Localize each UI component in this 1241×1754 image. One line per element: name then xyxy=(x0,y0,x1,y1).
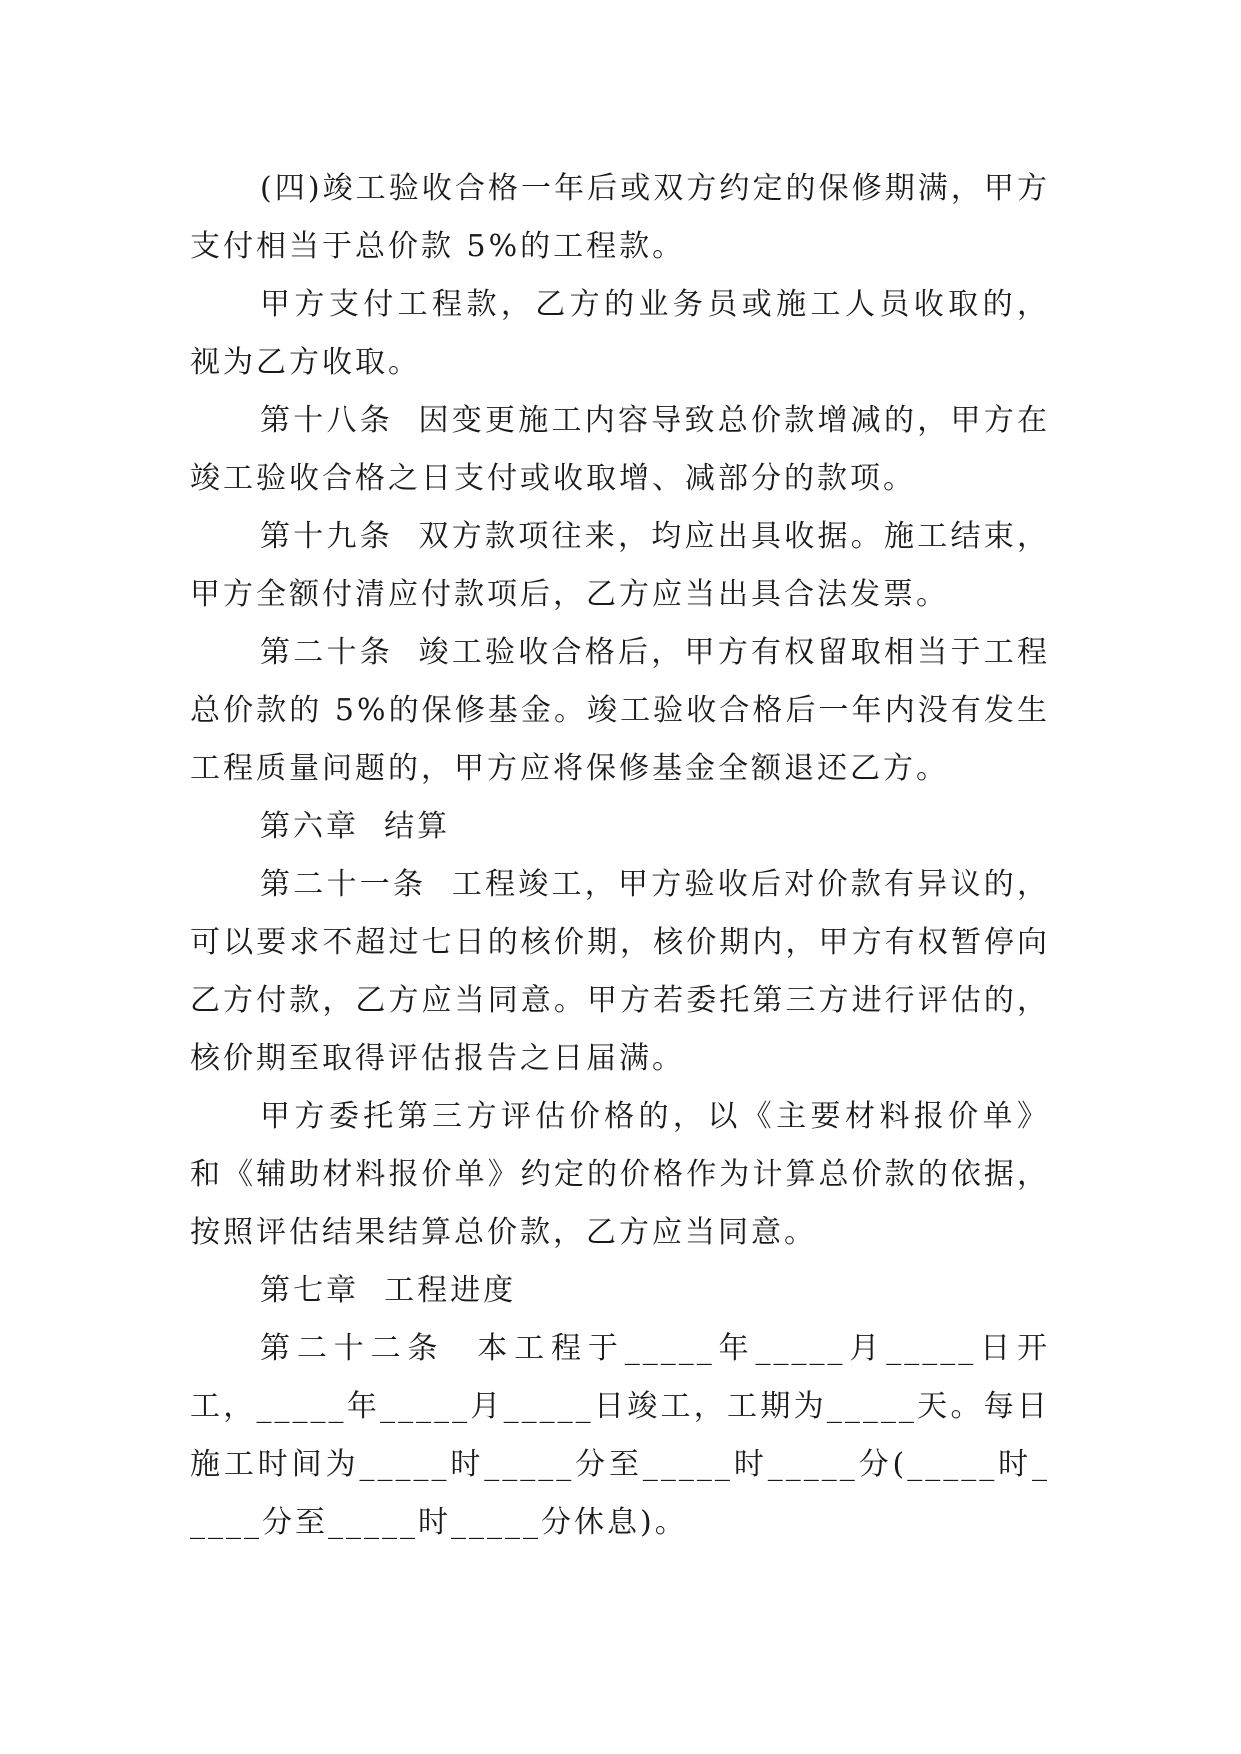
article-22: 第二十二条 本工程于_____年_____月_____日开工，_____年_____月_____日竣工，工期为_____天。每日施工时间为_____时_____分至_____时_____分(_____时_____分至_____时_____分休息)。 xyxy=(190,1331,1050,1540)
article-18: 第十八条 因变更施工内容导致总价款增减的，甲方在竣工验收合格之日支付或收取增、减部分的款项。 xyxy=(190,403,1050,496)
document-body xyxy=(190,160,1050,1552)
article-19: 第十九条 双方款项往来，均应出具收据。施工结束，甲方全额付清应付款项后，乙方应当出具合法发票。 xyxy=(190,519,1050,612)
chapter-7-heading: 第七章 工程进度 xyxy=(260,1273,517,1308)
article-20: 第二十条 竣工验收合格后，甲方有权留取相当于工程总价款的 5%的保修基金。竣工验收合格后一年内没有发生工程质量问题的，甲方应将保修基金全额退还乙方。 xyxy=(190,635,1050,786)
article-21: 第二十一条 工程竣工，甲方验收后对价款有异议的，可以要求不超过七日的核价期，核价期内，甲方有权暂停向乙方付款，乙方应当同意。甲方若委托第三方进行评估的，核价期至取得评估报告之日届满。 xyxy=(190,867,1050,1076)
chapter-6-heading: 第六章 结算 xyxy=(260,809,451,844)
paragraph-warranty-payment: (四)竣工验收合格一年后或双方约定的保修期满，甲方支付相当于总价款 5%的工程款。 xyxy=(190,171,1050,264)
paragraph-third-party-assessment: 甲方委托第三方评估价格的，以《主要材料报价单》和《辅助材料报价单》约定的价格作为计算总价款的依据，按照评估结果结算总价款，乙方应当同意。 xyxy=(190,1099,1050,1250)
paragraph-payment-collection: 甲方支付工程款，乙方的业务员或施工人员收取的，视为乙方收取。 xyxy=(190,287,1050,380)
